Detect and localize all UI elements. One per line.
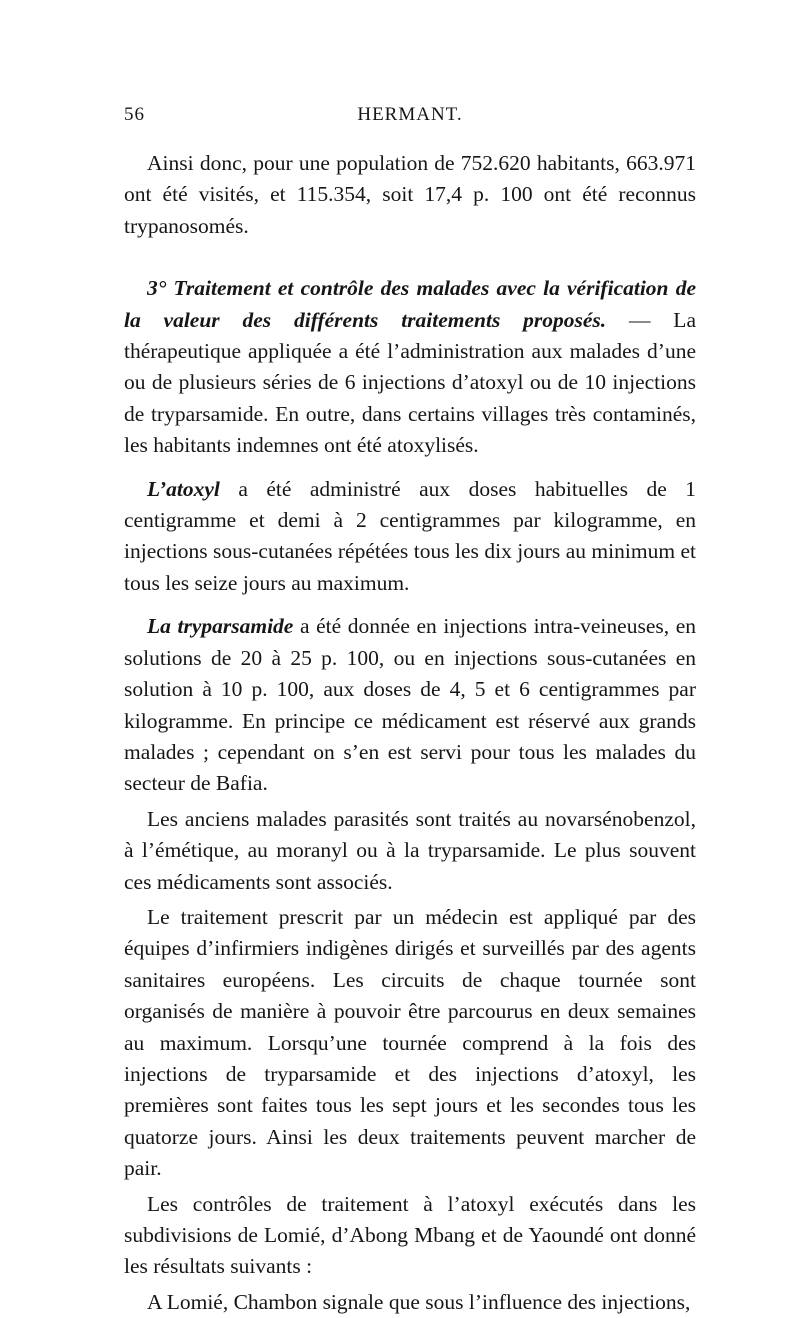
tryparsamide-term: La tryparsamide <box>147 614 294 639</box>
paragraph-controls: Les contrôles de traitement à l’atoxyl exécutés dans les subdivisions de Lomié, d’Abong Mbang et de Yaoundé ont donné les résultats suivants : <box>124 1191 696 1279</box>
body-text <box>124 148 696 1318</box>
page-number: 56 <box>124 104 145 125</box>
paragraph-population: Ainsi donc, pour une population de 752.620 habitants, 663.971 ont été visités, et 115.354, soit 17,4 p. 100 ont été reconnus trypanosomés. <box>124 151 696 238</box>
running-head <box>124 104 696 132</box>
atoxyl-term: L’atoxyl <box>147 476 220 501</box>
paragraph-treatment-teams: Le traitement prescrit par un médecin est appliqué par des équipes d’infirmiers indigènes dirigés et surveillés par des agents sanitaires européens. Les circuits de chaque tournée sont organisés de manière à pouvoir être parcourus en deux semaines au maximum. Lorsqu’une tournée comprend à la fois des injections de tryparsamide et des injections d’atoxyl, les premières sont faites tous les sept jours et les secondes tous les quatorze jours. Ainsi les deux traitements peuvent marcher de pair. <box>124 904 696 1181</box>
paragraph-treatment-section <box>124 273 696 461</box>
section-heading: 3° Traitement et contrôle des malades avec la vérification de la valeur des différents traitements proposés. <box>124 276 696 332</box>
paragraph-atoxyl <box>124 474 696 600</box>
running-title: HERMANT. <box>357 104 463 125</box>
tryparsamide-text: a été donnée en injections intra-veineuses, en solutions de 20 à 25 p. 100, ou en injections sous-cutanées en solution à 10 p. 100, aux doses de 4, 5 et 6 centigrammes par kilogramme. En principe ce médicament est réservé aux grands malades ; cependant on s’en est servi pour tous les malades du secteur de Bafia. <box>124 614 696 796</box>
section-text: — La thérapeutique appliquée a été l’administration aux malades d’une ou de plusieurs séries de 6 injections d’atoxyl ou de 10 injections de tryparsamide. En outre, dans certains villages très contaminés, les habitants indemnes ont été atoxylisés. <box>124 307 696 458</box>
paragraph-lomie: A Lomié, Chambon signale que sous l’influence des injections, <box>147 1289 691 1314</box>
paragraph-tryparsamide <box>124 611 696 799</box>
paragraph-former-patients: Les anciens malades parasités sont traités au novarsénobenzol, à l’émétique, au moranyl ou à la tryparsamide. Le plus souvent ces médicaments sont associés. <box>124 806 696 894</box>
atoxyl-text: a été administré aux doses habituelles de 1 centigramme et demi à 2 centigrammes par kilogramme, en injections sous-cutanées répétées tous les dix jours au minimum et tous les seize jours au maximum. <box>124 476 696 595</box>
